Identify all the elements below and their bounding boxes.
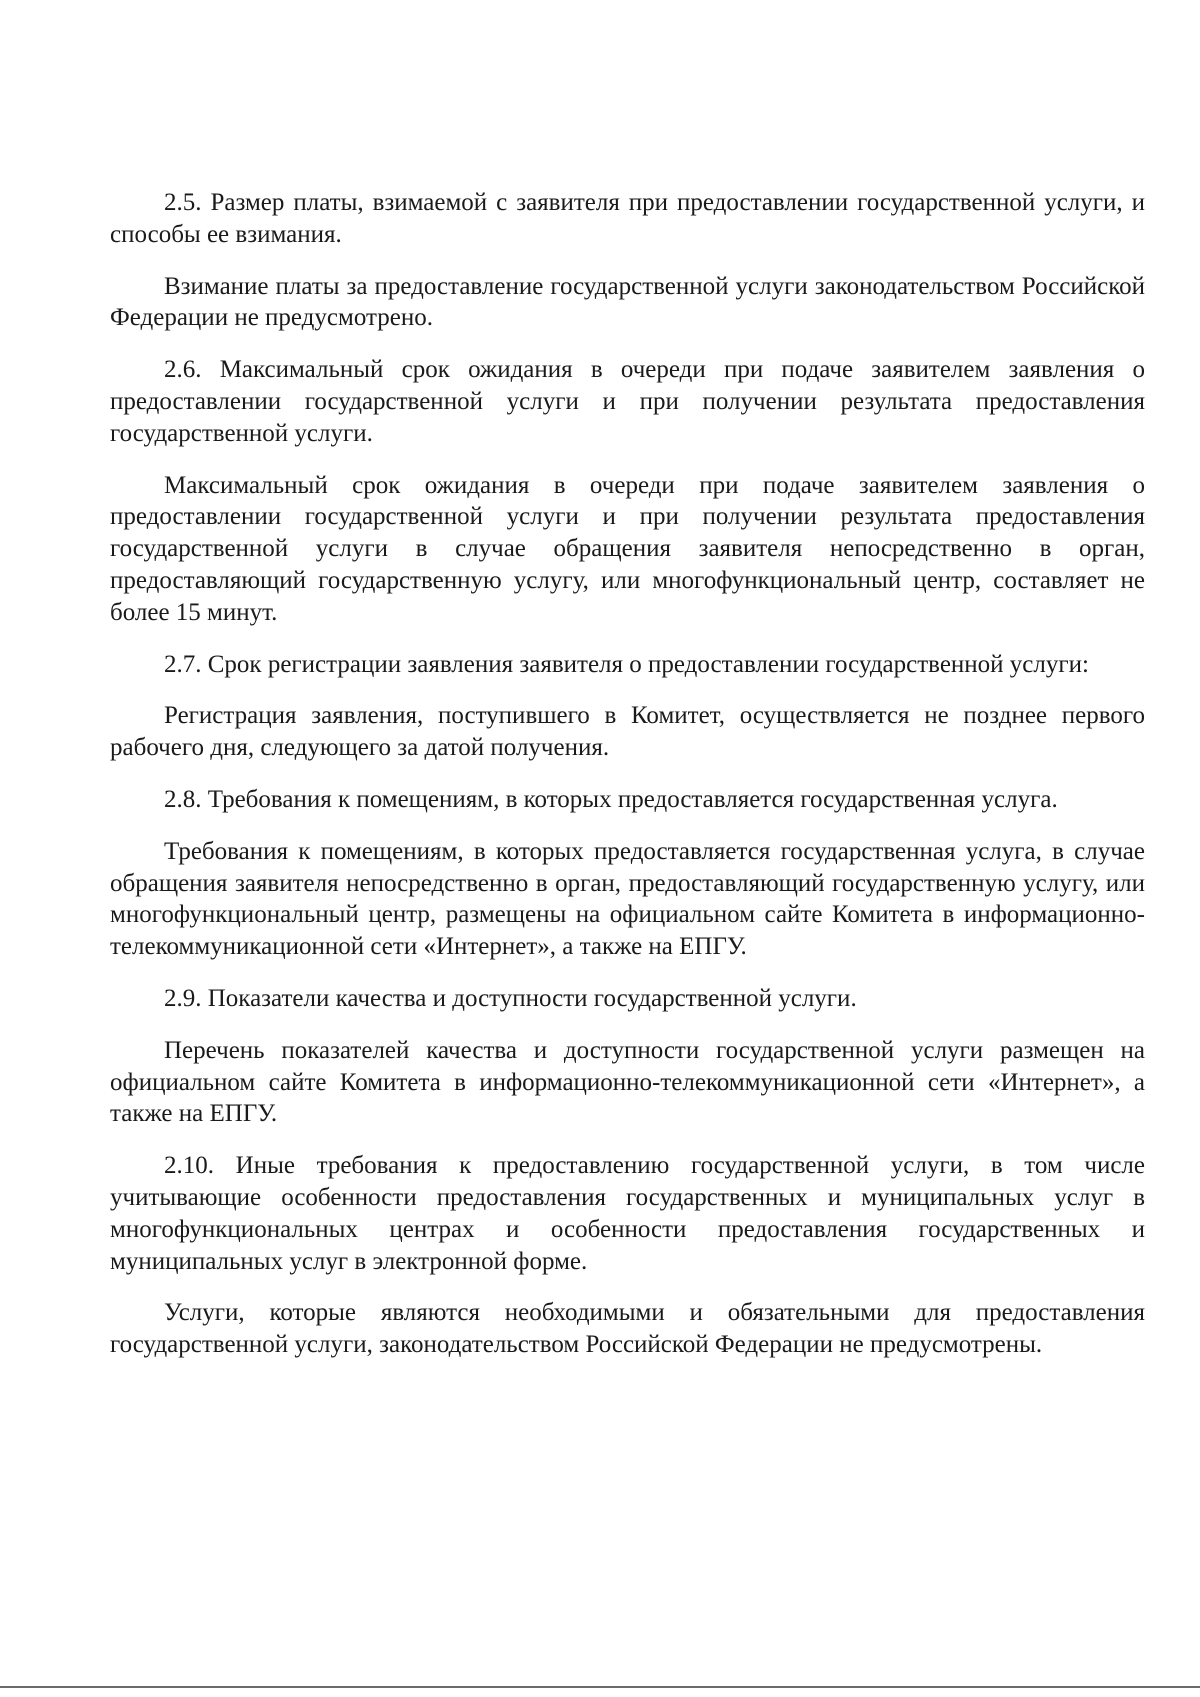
section-2-9-text: Перечень показателей качества и доступности государственной услуги размещен на официальном сайте Комитета в информационно-телекоммуникационной сети «Интернет», а также на ЕПГУ. <box>110 1036 1145 1128</box>
section-2-6-text: Максимальный срок ожидания в очереди при подаче заявителем заявления о предоставлении государственной услуги и при получении результата предоставления государственной услуги в случае обращения заявителя непосредственно в орган, предоставляющий государственную услугу, или многофункциональный центр, составляет не более 15 минут. <box>110 471 1145 626</box>
section-2-5-text: Взимание платы за предоставление государственной услуги законодательством Российской Федерации не предусмотрено. <box>110 272 1145 332</box>
section-2-7-heading: 2.7. Срок регистрации заявления заявителя о предоставлении государственной услуги: <box>164 650 1089 678</box>
document-body <box>110 187 1145 1381</box>
section-2-10-text: Услуги, которые являются необходимыми и обязательными для предоставления государственной услуги, законодательством Российской Федерации не предусмотрены. <box>110 1299 1145 1359</box>
section-2-9-heading: 2.9. Показатели качества и доступности государственной услуги. <box>164 984 857 1012</box>
section-2-10-heading: 2.10. Иные требования к предоставлению государственной услуги, в том числе учитывающие особенности предоставления государственных и муниципальных услуг в многофункциональных центрах и особенности предоставления государственных и муниципальных услуг в электронной форме. <box>110 1152 1145 1275</box>
section-2-8-text: Требования к помещениям, в которых предоставляется государственная услуга, в случае обращения заявителя непосредственно в орган, предоставляющий государственную услугу, или многофункциональный центр, размещены на официальном сайте Комитета в информационно-телекоммуникационной сети «Интернет», а также на ЕПГУ. <box>110 837 1145 961</box>
section-2-7-text: Регистрация заявления, поступившего в Комитет, осуществляется не позднее первого рабочего дня, следующего за датой получения. <box>110 702 1145 762</box>
section-2-6-heading: 2.6. Максимальный срок ожидания в очереди при подаче заявителем заявления о предоставлении государственной услуги и при получении результата предоставления государственной услуги. <box>110 356 1145 447</box>
section-2-8-heading: 2.8. Требования к помещениям, в которых предоставляется государственная услуга. <box>164 785 1058 813</box>
section-2-5-heading: 2.5. Размер платы, взимаемой с заявителя при предоставлении государственной услуги, и способы ее взимания. <box>110 189 1145 248</box>
page-bottom-edge <box>0 1686 1200 1688</box>
